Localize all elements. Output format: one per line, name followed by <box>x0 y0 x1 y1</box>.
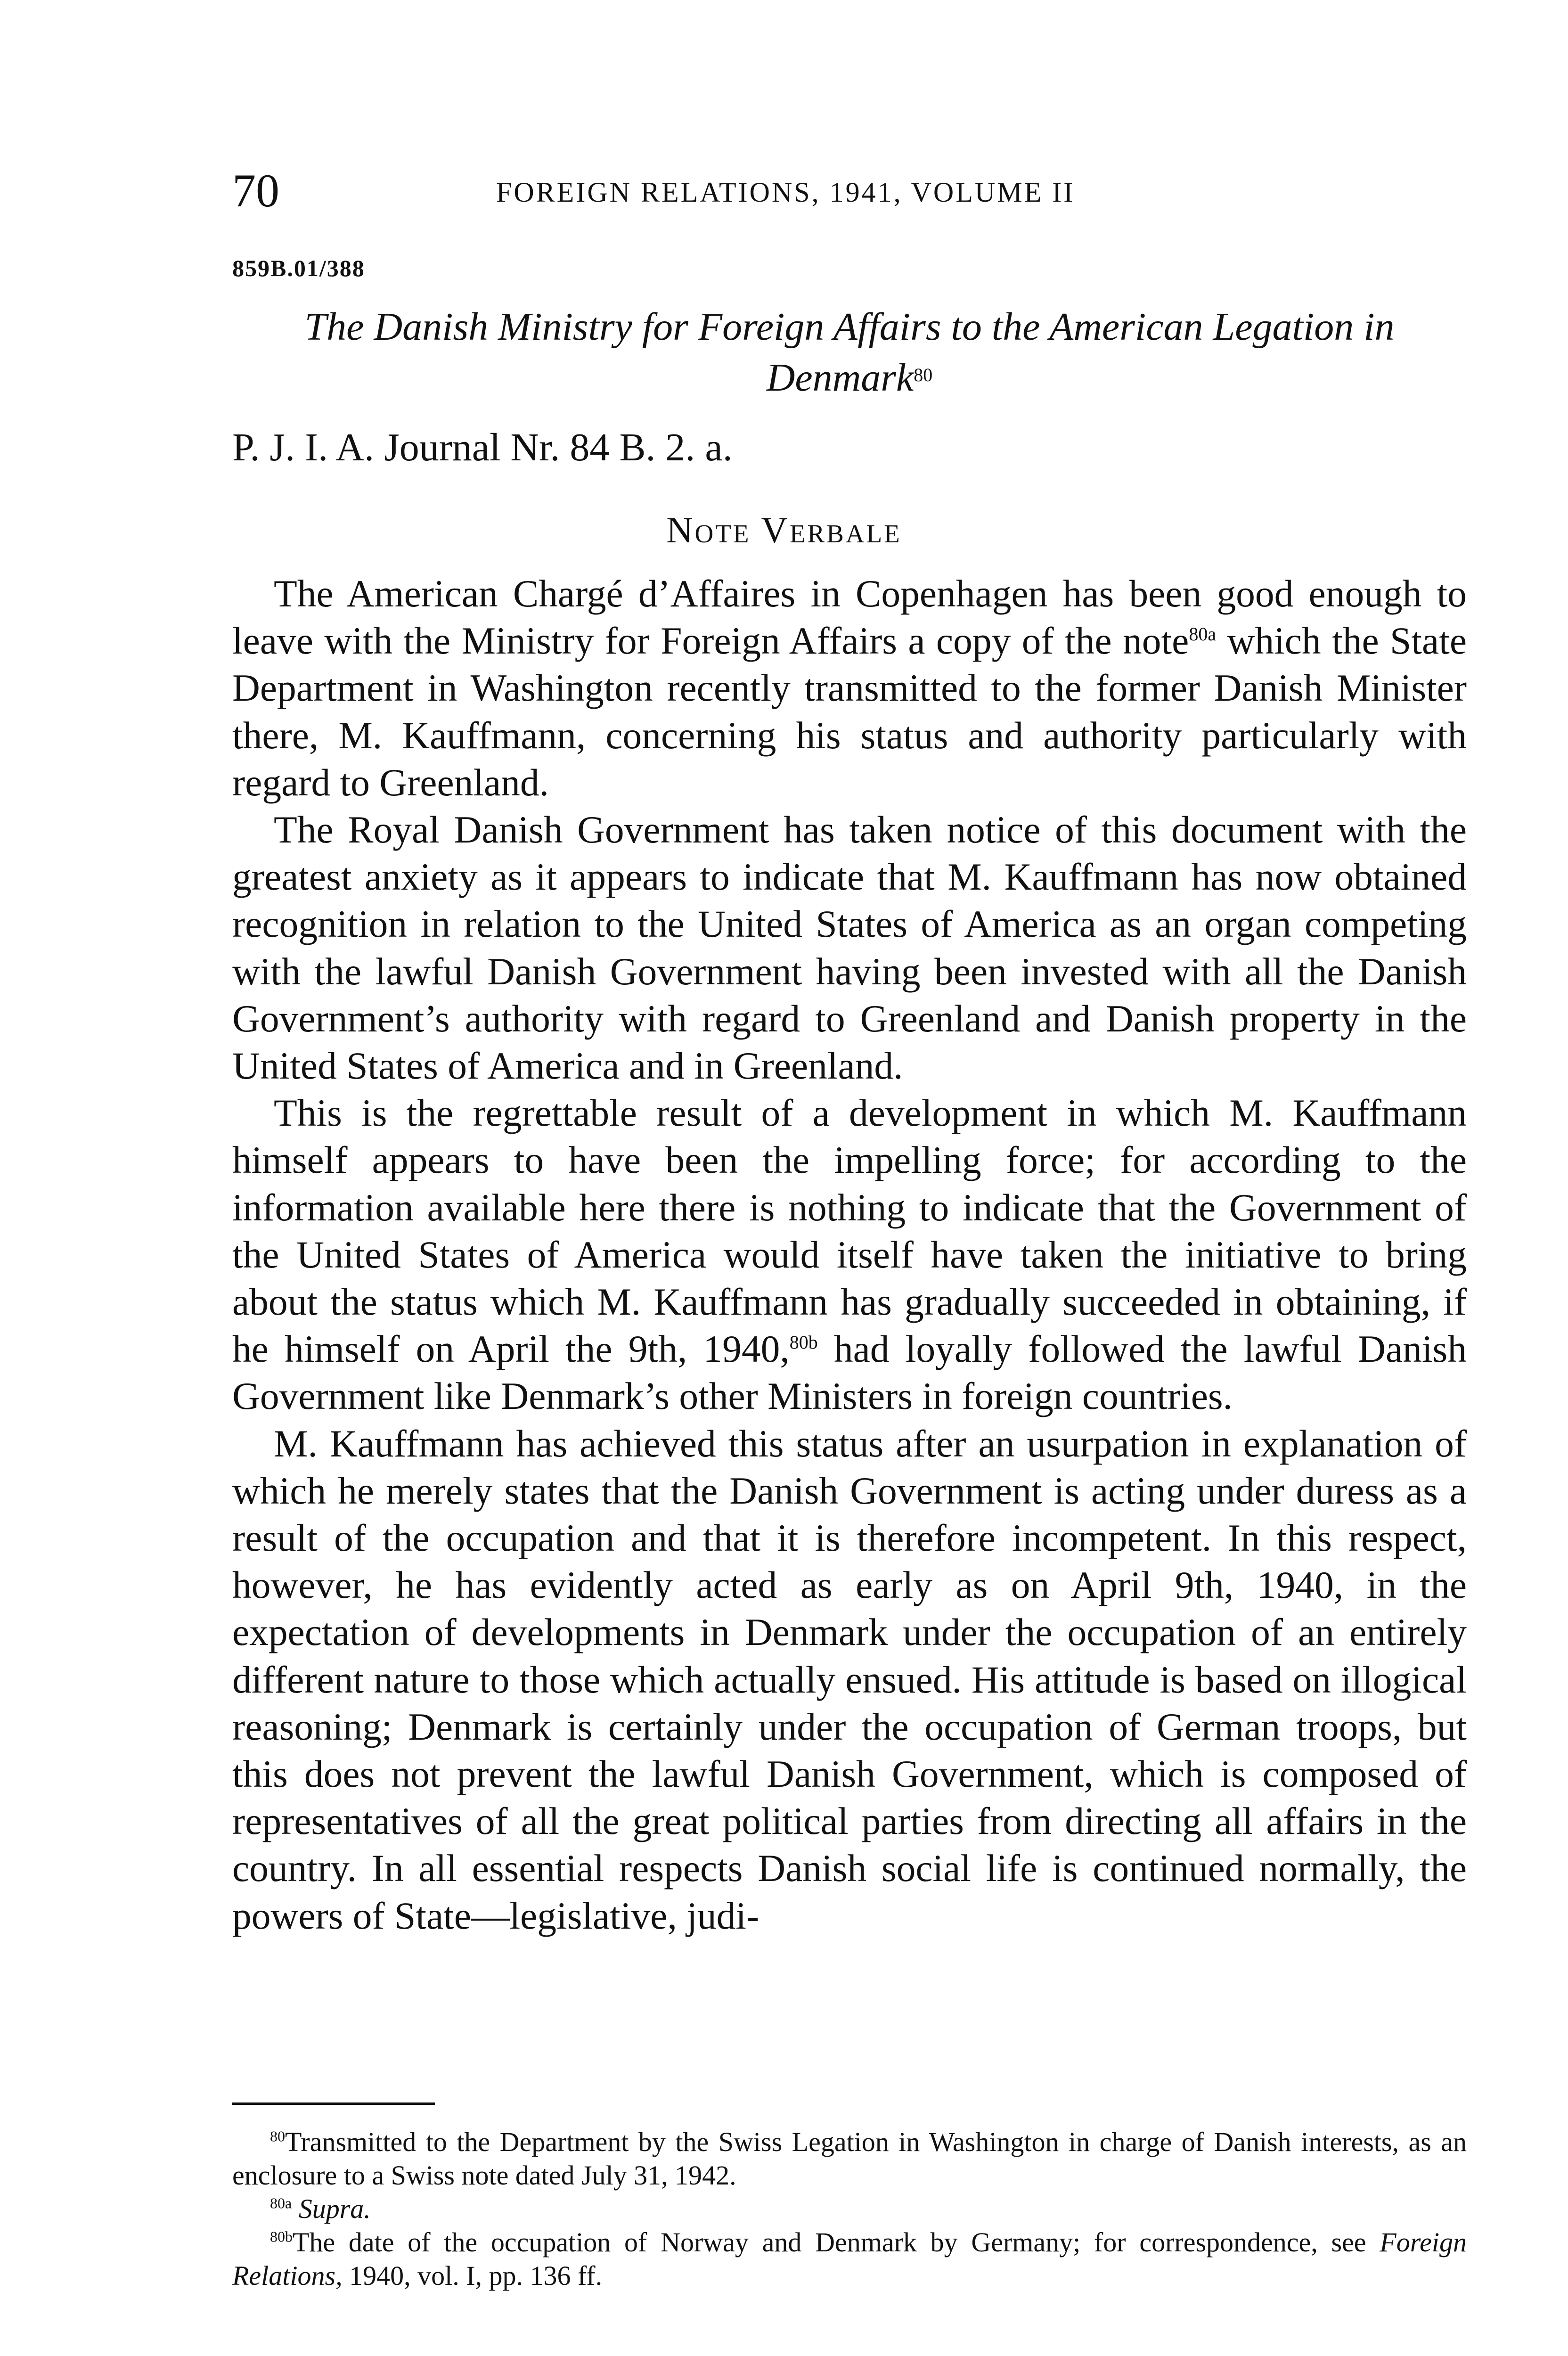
footnote-ref-80b: 80b <box>789 1332 818 1353</box>
title-footnote-ref: 80 <box>914 364 933 385</box>
paragraph-3-text-b: had loyally followed the lawful Danish Government like Denmark’s other Ministers in foreign countries. <box>232 1327 1467 1418</box>
body-text <box>232 570 1467 1939</box>
footnote-italic-title: Foreign Relations, <box>232 2227 1467 2291</box>
footnote-text: Supra. <box>298 2193 371 2224</box>
footnote-text: The date of the occupation of Norway and Denmark by Germany; for correspondence, see <box>293 2227 1380 2258</box>
footnote-mark: 80 <box>270 2127 285 2145</box>
footnote-80a <box>232 2192 1467 2225</box>
footnote-divider <box>232 2102 435 2105</box>
file-number: 859B.01/388 <box>232 255 365 281</box>
footnote-mark: 80b <box>270 2228 293 2245</box>
paragraph-4: M. Kauffmann has achieved this status after an usurpation in explanation of which he merely states that the Danish Government is acting under duress as a result of the occupation and that it is therefore incompetent. In this respect, however, he has evidently acted as early as on April 9th, 1940, in the expectation of developments in Denmark under the occupation of an entirely different nature to those which actually ensued. His attitude is based on illogical reasoning; Denmark is certainly under the occupation of German troops, but this does not prevent the lawful Danish Government, which is composed of representatives of all the great political parties from directing all affairs in the country. In all essential respects Danish social life is continued normally, the powers of State—legislative, judi- <box>232 1422 1467 1937</box>
note-heading: Note Verbale <box>666 509 902 550</box>
footnote-mark: 80a <box>270 2194 292 2212</box>
footnote-80 <box>232 2125 1467 2192</box>
footnote-80b <box>232 2225 1467 2292</box>
footnote-text-end: 1940, vol. I, pp. 136 ff. <box>342 2260 603 2291</box>
page-number: 70 <box>232 164 279 217</box>
footnote-text: Transmitted to the Department by the Swiss Legation in Washington in charge of Danish interests, as an enclosure to a Swiss note dated July 31, 1942. <box>232 2127 1467 2191</box>
running-head: FOREIGN RELATIONS, 1941, VOLUME II <box>496 177 1075 208</box>
paragraph-1 <box>232 570 1467 806</box>
page-header <box>232 165 1372 217</box>
paragraph-1-text-a: The American Chargé d’Affaires in Copenhagen has been good enough to leave with the Ministry for Foreign Affairs a copy of the note <box>232 572 1467 663</box>
paragraph-3-text-a: This is the regrettable result of a development in which M. Kauffmann himself appears to have been the impelling force; for according to the information available here there is nothing to indicate that the Government of the United States of America would itself have taken the initiative to bring about the status which M. Kauffmann has gradually succeeded in obtaining, if he himself on April the 9th, 1940, <box>232 1091 1467 1371</box>
paragraph-3 <box>232 1089 1467 1420</box>
paragraph-2: The Royal Danish Government has taken notice of this document with the greatest anxiety as it appears to indicate that M. Kauffmann has now obtained recognition in relation to the United States of America as an organ competing with the lawful Danish Government having been invested with all the Danish Government’s authority with regard to Greenland and Danish property in the United States of America and in Greenland. <box>232 808 1467 1088</box>
journal-reference: P. J. I. A. Journal Nr. 84 B. 2. a. <box>232 425 733 469</box>
footnotes <box>232 2125 1467 2292</box>
document-title-text: The Danish Ministry for Foreign Affairs to the American Legation in Denmark <box>304 305 1395 400</box>
document-title <box>232 302 1467 403</box>
paragraph-1-text-b: which the State Department in Washington recently transmitted to the former Danish Minister there, M. Kauffmann, concerning his status and authority particularly with regard to Greenland. <box>232 619 1467 804</box>
footnote-ref-80a: 80a <box>1189 623 1217 645</box>
